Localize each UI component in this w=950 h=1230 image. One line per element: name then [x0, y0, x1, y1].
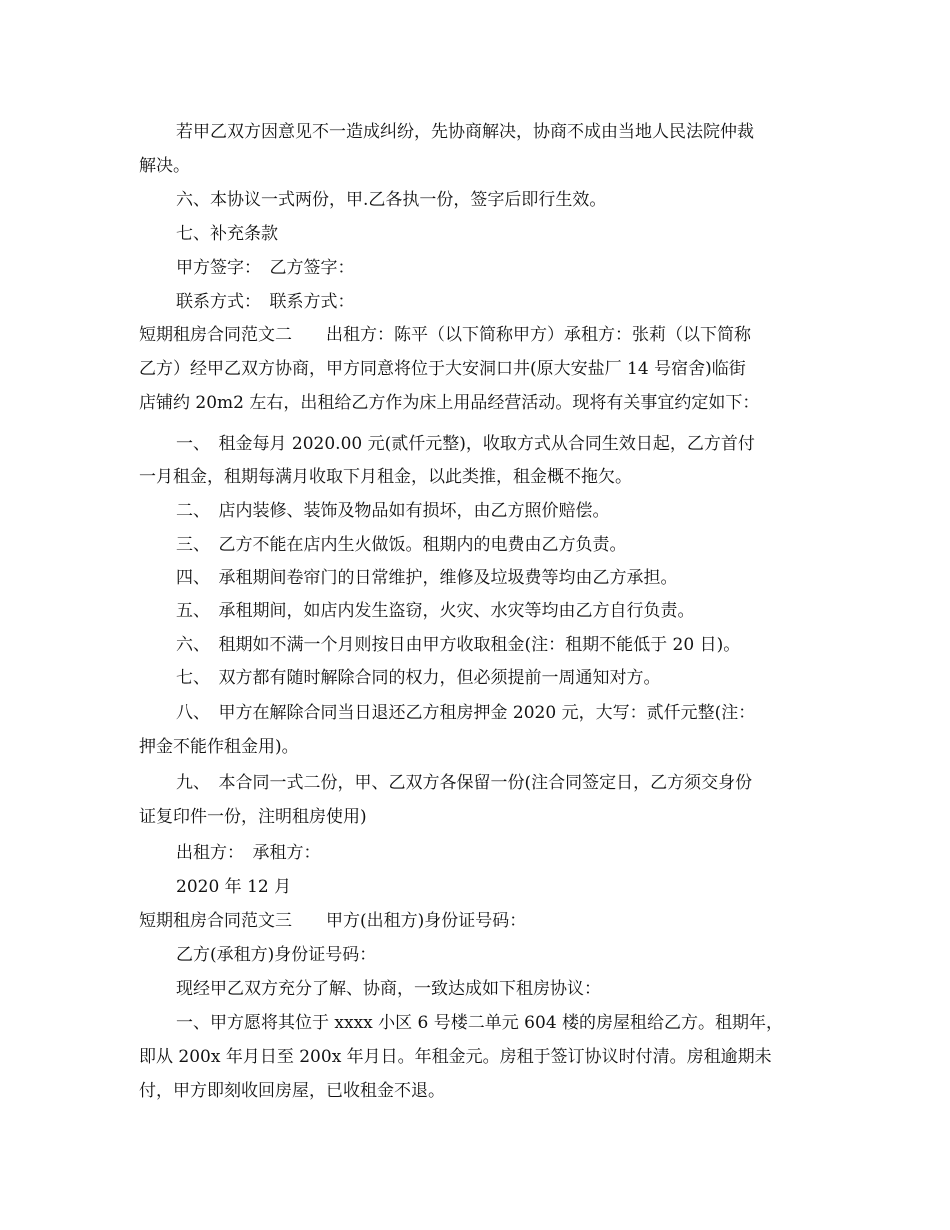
signature-line: 出租方： 承租方： — [176, 843, 321, 863]
text-line: 乙方(承租方)身份证号码： — [176, 945, 377, 965]
clause-line: 三、 乙方不能在店内生火做饭。租期内的电费由乙方负责。 — [176, 535, 627, 555]
clause-line: 五、 承租期间，如店内发生盗窃，火灾、水灾等均由乙方自行负责。 — [176, 601, 695, 621]
text-line: 押金不能作租金用)。 — [139, 737, 299, 757]
text-line: 现经甲乙双方充分了解、协商，一致达成如下租房协议： — [176, 979, 601, 999]
text-line: 店铺约 20m2 左右，出租给乙方作为床上用品经营活动。现将有关事宜约定如下： — [139, 393, 760, 413]
section-heading-line: 短期租房合同范文二 出租方：陈平（以下简称甲方）承租方：张莉（以下简称 — [139, 325, 751, 345]
text-line: 乙方）经甲乙双方协商，甲方同意将位于大安洞口井(原大安盐厂 14 号宿舍)临街 — [139, 359, 746, 379]
clause-line: 一、 租金每月 2020.00 元(贰仟元整)，收取方式从合同生效日起，乙方首付 — [176, 434, 755, 454]
clause-line: 九、 本合同一式二份，甲、乙双方各保留一份(注合同签定日，乙方须交身份 — [176, 773, 753, 793]
date-line: 2020 年 12 月 — [176, 877, 292, 897]
clause-line: 二、 店内装修、装饰及物品如有损坏，由乙方照价赔偿。 — [176, 501, 610, 521]
clause-line: 八、 甲方在解除合同当日退还乙方租房押金 2020 元，大写：贰仟元整(注： — [176, 703, 756, 723]
text-line: 六、本协议一式两份，甲.乙各执一份，签字后即行生效。 — [176, 190, 607, 210]
text-line: 解决。 — [139, 156, 190, 176]
contact-line: 联系方式： 联系方式： — [176, 292, 355, 312]
text-line: 证复印件一份，注明租房使用) — [139, 807, 367, 827]
clause-line: 一、甲方愿将其位于 xxxx 小区 6 号楼二单元 604 楼的房屋租给乙方。租期年， — [176, 1013, 784, 1033]
section-heading-line: 短期租房合同范文三 甲方(出租方)身份证号码： — [139, 911, 527, 931]
text-line: 即从 200x 年月日至 200x 年月日。年租金元。房租于签订协议时付清。房租逾期未 — [139, 1047, 772, 1067]
clause-line: 六、 租期如不满一个月则按日由甲方收取租金(注：租期不能低于 20 日)。 — [176, 635, 741, 655]
text-line: 一月租金，租期每满月收取下月租金，以此类推，租金概不拖欠。 — [139, 467, 632, 487]
text-line: 付，甲方即刻收回房屋，已收租金不退。 — [139, 1081, 445, 1101]
clause-line: 七、 双方都有随时解除合同的权力，但必须提前一周通知对方。 — [176, 668, 661, 688]
text-line: 若甲乙双方因意见不一造成纠纷，先协商解决，协商不成由当地人民法院仲裁 — [176, 122, 754, 142]
signature-line: 甲方签字： 乙方签字： — [176, 258, 355, 278]
text-line: 七、补充条款 — [176, 224, 278, 244]
clause-line: 四、 承租期间卷帘门的日常维护，维修及垃圾费等均由乙方承担。 — [176, 568, 678, 588]
